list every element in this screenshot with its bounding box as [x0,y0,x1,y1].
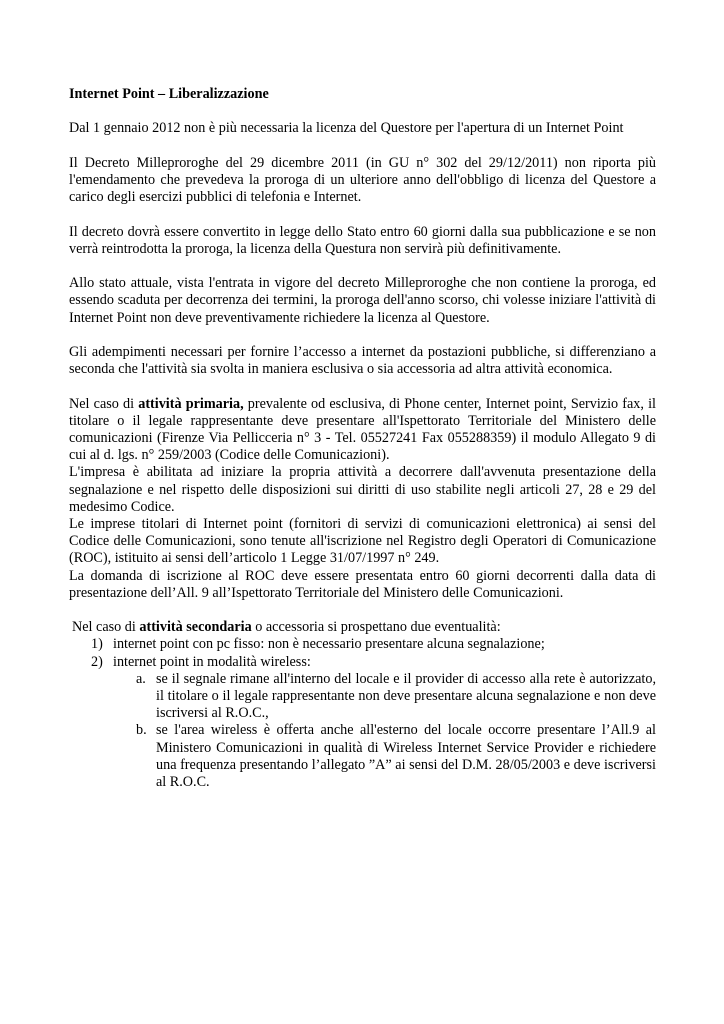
primary-activity-emphasis: attività primaria, [138,395,244,412]
sublist-item-text: se il segnale rimane all'interno del locale e il provider di accesso alla rete è autorizzato, il titolare o il legale rappresentante non deve presentare alcuna segnalazione e non deve iscriversi al R.O.C., [156,670,656,722]
paragraph-primary-activity [69,396,656,465]
sublist-item [136,670,656,723]
secondary-activity-emphasis: attività secondaria [139,619,252,636]
paragraph-conversion: Il decreto dovrà essere convertito in legge dello Stato entro 60 giorni dalla sua pubblicazione e se non verrà reintrodotta la proroga, la licenza della Questura non servirà più definitivamente. [69,223,656,257]
paragraph-roc-deadline: La domanda di iscrizione al ROC deve essere presentata entro 60 giorni decorrenti dalla data di presentazione dell’All. 9 all’Ispettorato Territoriale del Ministero delle Comunicazioni. [69,567,656,601]
primary-activity-prefix: Nel caso di [69,395,139,412]
list-item-text: internet point con pc fisso: non è necessario presentare alcuna segnalazione; [113,636,545,653]
paragraph-enabling: L'impresa è abilitata ad iniziare la propria attività a decorrere dall'avvenuta presentazione della segnalazione e nel rispetto delle disposizioni sui diritti di uso stabilite negli articoli 27, 28 e 29 del medesimo Codice. [69,464,656,515]
list-item-number: 2) [91,653,103,670]
secondary-activity-prefix: Nel caso di [72,619,140,636]
paragraph-decree: Il Decreto Milleproroghe del 29 dicembre 2011 (in GU n° 302 del 29/12/2011) non riporta più l'emendamento che prevedeva la proroga di un ulteriore anno dell'obbligo di licenza del Questore a carico degli esercizi pubblici di telefonia e Internet. [69,154,656,206]
list-item-number: 1) [91,636,103,653]
document-page [69,86,656,791]
paragraph-current-state: Allo stato attuale, vista l'entrata in vigore del decreto Milleproroghe che non contiene la proroga, ed essendo scaduta per decorrenza dei termini, la proroga dell'anno scorso, chi volesse iniziare l'attività di Internet Point non deve preventivamente richiedere la licenza al Questore. [69,275,656,326]
paragraph-roc-registration: Le imprese titolari di Internet point (fornitori di servizi di comunicazioni elettronica) ai sensi del Codice delle Comunicazioni, sono tenute all'iscrizione nel Registro degli Operatori di Comunicazione (ROC), istituito ai sensi dell’articolo 1 Legge 31/07/1997 n° 249. [69,515,656,567]
paragraph-license-notice: Dal 1 gennaio 2012 non è più necessaria la licenza del Questore per l'apertura di un Internet Point [69,120,624,137]
document-title: Internet Point – Liberalizzazione [69,86,269,102]
lettered-sublist [69,671,656,791]
sublist-item [136,722,656,791]
list-item-text: internet point in modalità wireless: [113,653,311,670]
secondary-activity-body: o accessoria si prospettano due eventualità: [251,619,501,636]
sublist-item-letter: b. [136,722,147,739]
sublist-item-letter: a. [136,670,146,687]
paragraph-requirements: Gli adempimenti necessari per fornire l’accesso a internet da postazioni pubbliche, si differenziano a seconda che l'attività sia svolta in maniera esclusiva o sia accessoria ad altra attività economica. [69,343,656,378]
sublist-item-text: se l'area wireless è offerta anche all'esterno del locale occorre presentare l’All.9 al Ministero Comunicazioni in qualità di Wireless Internet Service Provider e richiedere una frequenza presentando l’allegato ”A” ai sensi del D.M. 28/05/2003 e deve iscriversi al R.O.C. [156,722,656,791]
primary-activity-body: prevalente od esclusiva, di Phone center, Internet point, Servizio fax, il titolare o il legale rappresentante deve presentare all'Ispettorato Territoriale del Ministero delle comunicazioni (Firenze Via Pellicceria n° 3 - Tel. 05527241 Fax 055288359) il modulo Allegato 9 di cui al d. lgs. n° 259/2003 (Codice delle Comunicazioni). [69,395,656,464]
numbered-list [69,636,656,670]
list-item [69,654,656,671]
paragraph-secondary-activity [69,619,656,636]
list-item [69,636,656,653]
